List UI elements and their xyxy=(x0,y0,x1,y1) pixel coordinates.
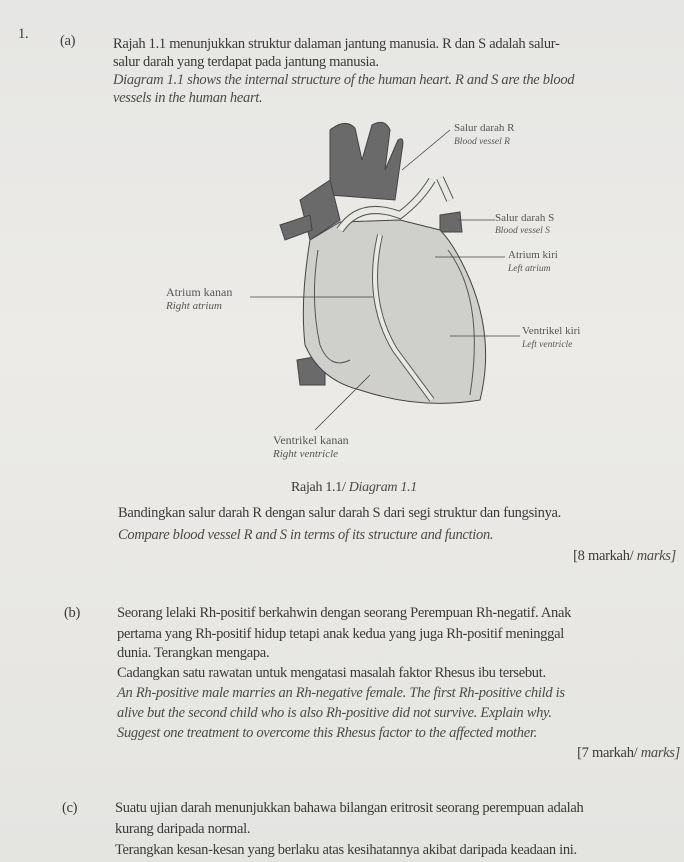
part-b-english-3: Suggest one treatment to overcome this Rhesus factor to the affected mother. xyxy=(117,725,537,741)
part-a-english-2: vessels in the human heart. xyxy=(113,90,263,106)
part-a-english-1: Diagram 1.1 shows the internal structure of the human heart. R and S are the blood xyxy=(113,72,575,88)
part-a-question-english: Compare blood vessel R and S in terms of its structure and function. xyxy=(118,527,494,543)
marks-english: marks] xyxy=(636,548,676,564)
caption-malay: Rajah 1.1/ xyxy=(291,480,349,495)
part-b-malay-3: dunia. Terangkan mengapa. xyxy=(117,645,270,661)
label-vessel-r-en: Blood vessel R xyxy=(454,137,510,147)
label-right-atrium: Atrium kanan xyxy=(166,285,233,299)
label-right-ventricle: Ventrikel kanan xyxy=(273,433,349,447)
label-left-ventricle: Ventrikel kiri xyxy=(522,325,581,337)
label-left-atrium: Atrium kiri xyxy=(508,249,558,261)
label-vessel-r: Salur darah R xyxy=(454,122,515,134)
part-a-marks xyxy=(573,548,676,565)
heart-body xyxy=(303,220,485,403)
marks-malay: [8 markah/ xyxy=(573,548,637,564)
part-b-malay-1: Seorang lelaki Rh-positif berkahwin dengan seorang Perempuan Rh-negatif. Anak xyxy=(117,605,572,621)
label-right-ventricle-en: Right ventricle xyxy=(273,448,339,460)
label-right-atrium-en: Right atrium xyxy=(166,300,222,312)
part-a-label: (a) xyxy=(60,33,76,49)
pulmonary-vein-left xyxy=(280,215,312,240)
part-a-question-malay: Bandingkan salur darah R dengan salur darah S dari segi struktur dan fungsinya. xyxy=(118,505,562,521)
aorta-vessel-r xyxy=(330,122,403,200)
part-b-label: (b) xyxy=(64,605,81,621)
pointer-vessel-r xyxy=(402,130,450,170)
label-vessel-s-en: Blood vessel S xyxy=(495,226,550,236)
part-b-english-1: An Rh-positive male marries an Rh-negative female. The first Rh-positive child is xyxy=(117,685,565,701)
diagram-caption xyxy=(291,480,417,496)
marks-malay: [7 markah/ xyxy=(577,745,641,761)
part-b-malay-2: pertama yang Rh-positif hidup tetapi anak kedua yang juga Rh-positif meninggal xyxy=(117,626,564,642)
part-a-malay-1: Rajah 1.1 menunjukkan struktur dalaman jantung manusia. R dan S adalah salur- xyxy=(113,36,560,52)
label-vessel-s: Salur darah S xyxy=(495,212,555,224)
marks-english: marks] xyxy=(640,745,680,761)
part-c-malay-3: Terangkan kesan-kesan yang berlaku atas kesihatannya akibat daripada keadaan ini. xyxy=(115,842,577,858)
part-c-label: (c) xyxy=(62,800,78,816)
label-left-ventricle-en: Left ventricle xyxy=(522,340,573,350)
part-c-malay-1: Suatu ujian darah menunjukkan bahawa bilangan eritrosit seorang perempuan adalah xyxy=(115,800,584,816)
part-c-malay-2: kurang daripada normal. xyxy=(115,821,251,837)
part-b-malay-4: Cadangkan satu rawatan untuk mengatasi masalah faktor Rhesus ibu tersebut. xyxy=(117,665,546,681)
question-number: 1. xyxy=(18,26,29,42)
caption-english: Diagram 1.1 xyxy=(348,480,418,495)
label-left-atrium-en: Left atrium xyxy=(508,264,551,274)
part-a-malay-2: salur darah yang terdapat pada jantung manusia. xyxy=(113,54,379,70)
part-b-english-2: alive but the second child who is also Rh-positive did not survive. Explain why. xyxy=(117,705,552,721)
pulmonary-vein-s xyxy=(440,212,462,232)
part-b-marks xyxy=(577,745,680,762)
